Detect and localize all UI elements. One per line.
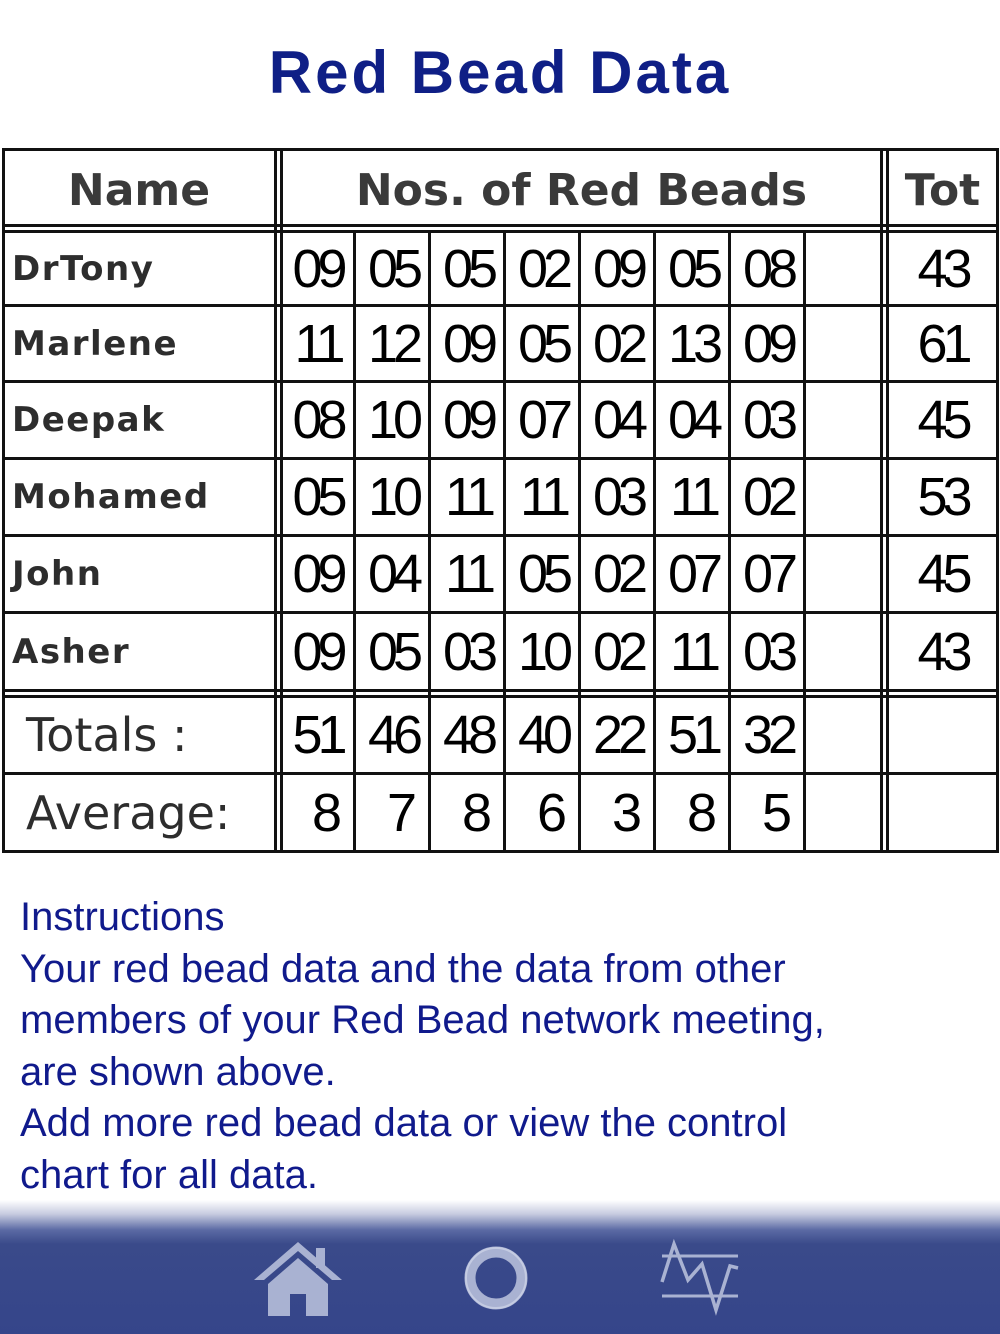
instructions-line: Your red bead data and the data from other <box>20 946 786 991</box>
instructions-heading: Instructions <box>20 895 225 939</box>
column-total-cell: 51 <box>292 705 343 765</box>
row-name: Marlene <box>12 323 179 364</box>
bead-count-cell: 09 <box>292 238 343 299</box>
bead-count-cell: 08 <box>292 390 343 450</box>
ring-icon <box>448 1234 544 1322</box>
red-bead-data-table <box>0 148 1000 854</box>
bead-count-cell: 03 <box>742 621 794 682</box>
column-average-cell: 8 <box>461 782 492 843</box>
bead-count-cell: 08 <box>742 238 794 299</box>
column-total-cell: 51 <box>667 705 719 765</box>
bead-count-cell: 02 <box>742 467 794 527</box>
bead-count-cell: 05 <box>517 544 569 604</box>
bead-count-cell: 11 <box>294 313 341 374</box>
instructions-line: Add more red bead data or view the control <box>20 1101 788 1145</box>
bead-count-cell: 09 <box>742 313 794 374</box>
bead-count-cell: 03 <box>742 390 794 450</box>
bead-count-cell: 04 <box>667 390 719 450</box>
average-label: Average: <box>26 785 231 840</box>
bead-count-cell: 07 <box>667 544 719 604</box>
row-total-cell: 45 <box>917 390 968 450</box>
column-total-cell: 40 <box>517 705 569 765</box>
row-total-cell: 43 <box>917 238 968 299</box>
bead-count-cell: 02 <box>592 313 644 374</box>
instructions-line: are shown above. <box>20 1049 336 1094</box>
instructions-line: chart for all data. <box>20 1152 318 1197</box>
bead-count-cell: 12 <box>367 313 419 374</box>
column-header-total: Tot <box>904 164 981 216</box>
bead-count-cell: 11 <box>669 467 717 527</box>
row-total-cell: 43 <box>917 621 968 682</box>
instructions-text <box>20 892 980 1201</box>
column-total-cell: 46 <box>367 705 419 765</box>
row-name: Asher <box>12 631 131 672</box>
bead-count-cell: 11 <box>669 621 717 682</box>
column-total-cell: 32 <box>742 705 794 765</box>
column-header-name: Name <box>67 164 211 216</box>
bead-count-cell: 03 <box>442 621 494 682</box>
row-total-cell: 53 <box>917 467 968 527</box>
column-total-cell: 48 <box>442 705 494 765</box>
bead-count-cell: 10 <box>367 390 419 450</box>
instructions-line: members of your Red Bead network meeting, <box>20 998 825 1042</box>
tab-add-data[interactable] <box>448 1234 544 1322</box>
row-name: Deepak <box>12 400 166 440</box>
bead-count-cell: 07 <box>742 544 794 604</box>
bead-count-cell: 05 <box>667 238 719 299</box>
bead-count-cell: 03 <box>592 467 644 527</box>
bead-count-cell: 11 <box>444 467 492 527</box>
column-header-beads: Nos. of Red Beads <box>355 164 808 216</box>
bead-count-cell: 02 <box>592 621 644 682</box>
row-name: Mohamed <box>12 477 210 517</box>
bead-count-cell: 09 <box>292 621 343 682</box>
bead-count-cell: 05 <box>367 621 419 682</box>
totals-label: Totals : <box>26 708 188 762</box>
column-average-cell: 8 <box>311 782 342 843</box>
bead-count-cell: 09 <box>292 544 343 604</box>
bead-count-cell: 04 <box>592 390 644 450</box>
bead-count-cell: 10 <box>517 621 569 682</box>
column-average-cell: 6 <box>536 782 567 843</box>
bead-count-cell: 04 <box>367 544 419 604</box>
bead-count-cell: 07 <box>517 390 569 450</box>
bead-count-cell: 09 <box>592 238 644 299</box>
column-average-cell: 7 <box>386 782 417 843</box>
bead-count-cell: 09 <box>442 390 494 450</box>
column-average-cell: 5 <box>761 782 792 843</box>
bead-count-cell: 02 <box>592 544 644 604</box>
bead-count-cell: 09 <box>442 313 494 374</box>
column-total-cell: 22 <box>592 705 644 765</box>
bead-count-cell: 13 <box>667 313 719 374</box>
bead-count-cell: 10 <box>367 467 419 527</box>
bead-count-cell: 11 <box>444 544 492 604</box>
house-icon <box>250 1238 346 1318</box>
bead-count-cell: 05 <box>442 238 494 299</box>
tab-home[interactable] <box>250 1234 346 1322</box>
row-total-cell: 45 <box>917 544 968 604</box>
bead-count-cell: 05 <box>292 467 343 527</box>
bead-count-cell: 05 <box>367 238 419 299</box>
bead-count-cell: 05 <box>517 313 569 374</box>
bead-count-cell: 02 <box>517 238 569 299</box>
column-average-cell: 8 <box>686 782 717 843</box>
row-name: John <box>12 554 103 594</box>
page-title: Red Bead Data <box>268 39 732 106</box>
control-chart-icon <box>652 1238 748 1318</box>
column-average-cell: 3 <box>611 782 642 843</box>
row-total-cell: 61 <box>917 313 968 374</box>
bead-count-cell: 11 <box>519 467 567 527</box>
tab-control-chart[interactable] <box>652 1234 748 1322</box>
row-name: DrTony <box>12 248 155 289</box>
